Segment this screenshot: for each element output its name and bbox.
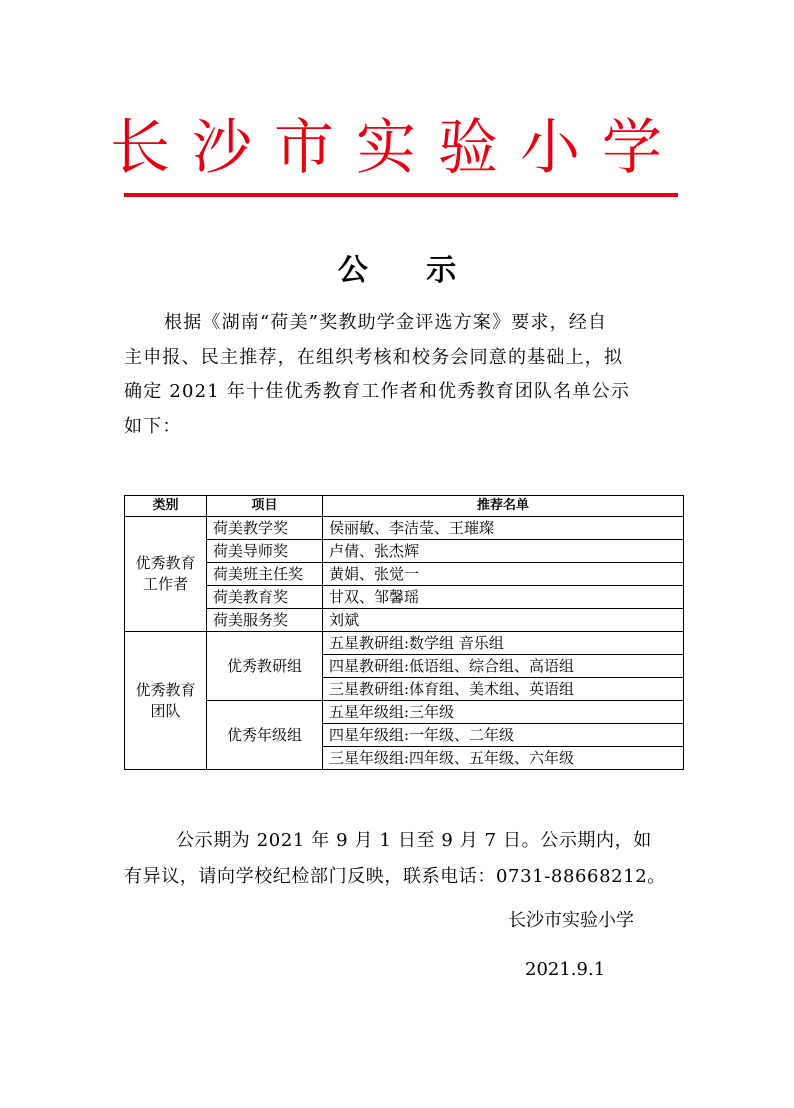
project-cell: 荷美教学奖: [207, 517, 323, 540]
table-row: [125, 701, 684, 724]
school-name-header: 长沙市实验小学: [110, 113, 684, 183]
intro-line: 主申报、民主推荐，在组织考核和校务会同意的基础上，拟: [124, 346, 624, 368]
intro-paragraph: [124, 306, 678, 444]
column-header-project: 项目: [207, 496, 323, 517]
notice-title: 公 示: [337, 253, 481, 288]
names-cell: 四星教研组:低语组、综合组、高语组: [323, 655, 684, 678]
names-cell: 五星年级组:三年级: [323, 701, 684, 724]
table-header-row: [125, 496, 684, 517]
signature: 长沙市实验小学: [508, 910, 634, 931]
closing-line: 有异议，请向学校纪检部门反映，联系电话：0731-88668212。: [124, 866, 666, 887]
intro-line: 根据《湖南“荷美”奖教助学金评选方案》要求，经自: [164, 312, 608, 333]
table-row: [125, 632, 684, 655]
names-cell: 三星年级组:四年级、五年级、六年级: [323, 747, 684, 770]
table-row: [125, 586, 684, 609]
closing-line: 公示期为 2021 年 9 月 1 日至 9 月 7 日。公示期内，如: [176, 830, 652, 851]
names-cell: 卢倩、张杰辉: [323, 540, 684, 563]
names-cell: 黄娟、张觉一: [323, 563, 684, 586]
date: 2021.9.1: [525, 959, 606, 980]
table-row: [125, 540, 684, 563]
names-cell: 侯丽敏、李洁莹、王璀璨: [323, 517, 684, 540]
names-cell: 五星教研组:数学组 音乐组: [323, 632, 684, 655]
category-cell: 优秀教育团队: [125, 632, 207, 770]
table-row: [125, 609, 684, 632]
project-cell: 荷美教育奖: [207, 586, 323, 609]
closing-paragraph: [124, 823, 684, 895]
intro-line: 如下：: [124, 415, 182, 437]
table-row: [125, 563, 684, 586]
roster-table: [124, 495, 684, 770]
header-red-rule: [124, 193, 678, 197]
column-header-names: 推荐名单: [323, 496, 684, 517]
names-cell: 刘斌: [323, 609, 684, 632]
project-cell: 荷美服务奖: [207, 609, 323, 632]
project-cell: 荷美导师奖: [207, 540, 323, 563]
category-cell: 优秀教育工作者: [125, 517, 207, 632]
names-cell: 三星教研组:体育组、美术组、英语组: [323, 678, 684, 701]
table-row: [125, 517, 684, 540]
project-cell: 优秀年级组: [207, 701, 323, 770]
names-cell: 甘双、邹馨瑶: [323, 586, 684, 609]
project-cell: 优秀教研组: [207, 632, 323, 701]
names-cell: 四星年级组:一年级、二年级: [323, 724, 684, 747]
intro-line: 确定 2021 年十佳优秀教育工作者和优秀教育团队名单公示: [124, 381, 631, 403]
project-cell: 荷美班主任奖: [207, 563, 323, 586]
column-header-category: 类别: [125, 496, 207, 517]
